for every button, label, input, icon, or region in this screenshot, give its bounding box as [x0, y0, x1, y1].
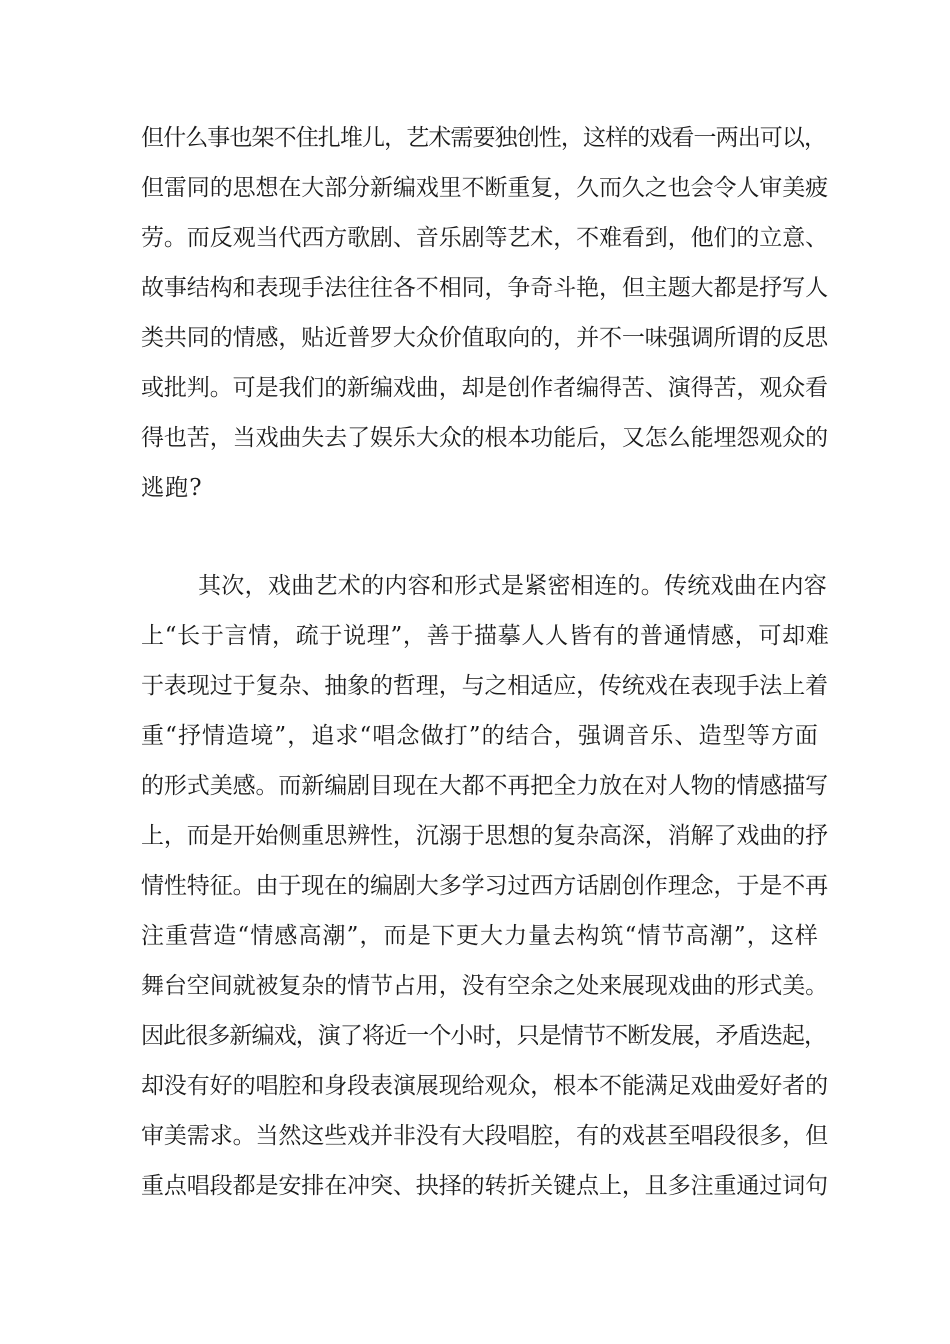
paragraph-line: 故事结构和表现手法往往各不相同，争奇斗艳，但主题大都是抒写人 — [141, 275, 829, 301]
paragraph-line: 于表现过于复杂、抽象的哲理，与之相适应，传统戏在表现手法上着 — [141, 673, 829, 699]
paragraph-line: 的形式美感。而新编剧目现在大都不再把全力放在对人物的情感描写 — [141, 773, 829, 799]
paragraph-line: 得也苦，当戏曲失去了娱乐大众的根本功能后，又怎么能埋怨观众的 — [141, 425, 829, 451]
paragraph-line: 上，而是开始侧重思辨性，沉溺于思想的复杂高深，消解了戏曲的抒 — [141, 823, 829, 849]
paragraph-line: 注重营造“情感高潮”，而是下更大力量去构筑“情节高潮”，这样 — [141, 923, 820, 949]
paragraph-line: 重点唱段都是安排在冲突、抉择的转折关键点上，且多注重通过词句 — [141, 1173, 829, 1199]
paragraph-line: 舞台空间就被复杂的情节占用，没有空余之处来展现戏曲的形式美。 — [141, 973, 829, 999]
paragraph-2 — [141, 561, 831, 1211]
paragraph-line: 重“抒情造境”，追求“唱念做打”的结合，强调音乐、造型等方面 — [141, 723, 820, 749]
paragraph-1 — [141, 113, 831, 513]
paragraph-line: 审美需求。当然这些戏并非没有大段唱腔，有的戏甚至唱段很多，但 — [141, 1123, 829, 1149]
paragraph-line: 但什么事也架不住扎堆儿，艺术需要独创性，这样的戏看一两出可以， — [141, 125, 827, 151]
paragraph-line: 逃跑? — [141, 475, 203, 501]
paragraph-line: 类共同的情感，贴近普罗大众价值取向的，并不一味强调所谓的反思 — [141, 325, 829, 351]
paragraph-line: 或批判。可是我们的新编戏曲，却是创作者编得苦、演得苦，观众看 — [141, 375, 829, 401]
paragraph-line: 劳。而反观当代西方歌剧、音乐剧等艺术，不难看到，他们的立意、 — [141, 225, 829, 251]
paragraph-line: 但雷同的思想在大部分新编戏里不断重复，久而久之也会令人审美疲 — [141, 175, 829, 201]
paragraph-line: 却没有好的唱腔和身段表演展现给观众，根本不能满足戏曲爱好者的 — [141, 1073, 829, 1099]
paragraph-line: 上“长于言情，疏于说理”，善于描摹人人皆有的普通情感，可却难 — [141, 623, 830, 649]
paragraph-line: 情性特征。由于现在的编剧大多学习过西方话剧创作理念，于是不再 — [141, 873, 829, 899]
paragraph-line: 其次，戏曲艺术的内容和形式是紧密相连的。传统戏曲在内容 — [198, 573, 828, 599]
paragraph-line: 因此很多新编戏，演了将近一个小时，只是情节不断发展，矛盾迭起， — [141, 1023, 827, 1049]
